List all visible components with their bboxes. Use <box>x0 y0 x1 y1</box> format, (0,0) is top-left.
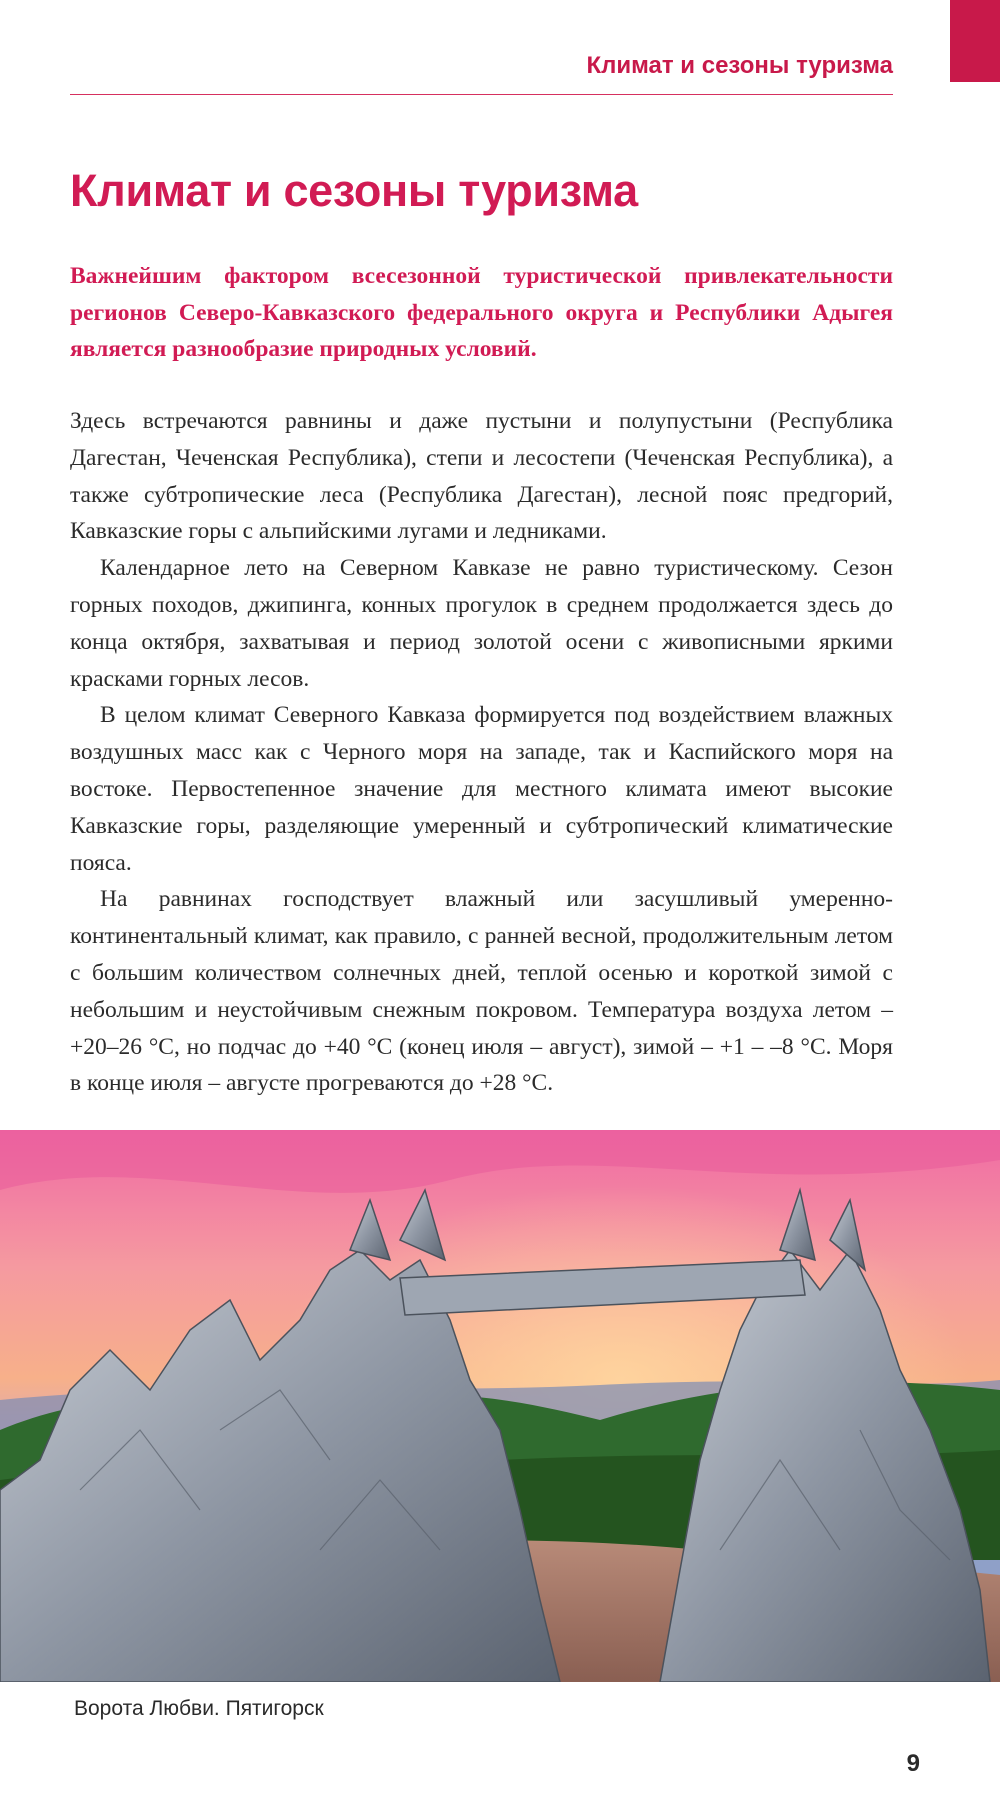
corner-section-tab <box>950 0 1000 82</box>
page-title: Климат и сезоны туризма <box>70 165 638 216</box>
body-paragraph: В целом климат Северного Кавказа формируется под воздействием влажных воздушных масс как с Черного моря на западе, так и Каспийского моря на востоке. Первостепенное значение для местного климата имеют высокие Кавказские горы, разделяющие умеренный и субтропический климатические пояса. <box>70 702 893 876</box>
photo-caption: Ворота Любви. Пятигорск <box>74 1697 324 1720</box>
body-paragraph: Календарное лето на Северном Кавказе не равно туристическому. Сезон горных походов, джипинга, конных прогулок в среднем продолжается здесь до конца октября, захватывая и период золотой осени с живописными яркими красками горных лесов. <box>70 555 893 692</box>
body-paragraph: На равнинах господствует влажный или засушливый умеренно-континентальный климат, как правило, с ранней весной, продолжительным летом с большим количеством солнечных дней, теплой осенью и короткой зимой с небольшим и неустойчивым снежным покровом. Температура воздуха летом – +20–26 °C, но подчас до +40 °C (конец июля – август), зимой – +1 – –8 °C. Моря в конце июля – августе прогреваются до +28 °C. <box>70 886 893 1097</box>
page-number: 9 <box>906 1750 920 1777</box>
body-paragraph: Здесь встречаются равнины и даже пустыни и полупустыни (Республика Дагестан, Чеченская Республика), степи и лесостепи (Чеченская Республика), а также субтропические леса (Республика Дагестан), лесной пояс предгорий, Кавказские горы с альпийскими лугами и ледниками. <box>70 408 893 545</box>
lead-paragraph: Важнейшим фактором всесезонной туристической привлекательности регионов Северо-Кавказского федерального округа и Республики Адыгея является разнообразие природных условий. <box>70 263 893 362</box>
running-header: Климат и сезоны туризма <box>586 52 893 79</box>
body-text <box>70 403 893 1102</box>
header-divider <box>70 94 893 95</box>
gate-of-love-photo <box>0 1130 1000 1682</box>
